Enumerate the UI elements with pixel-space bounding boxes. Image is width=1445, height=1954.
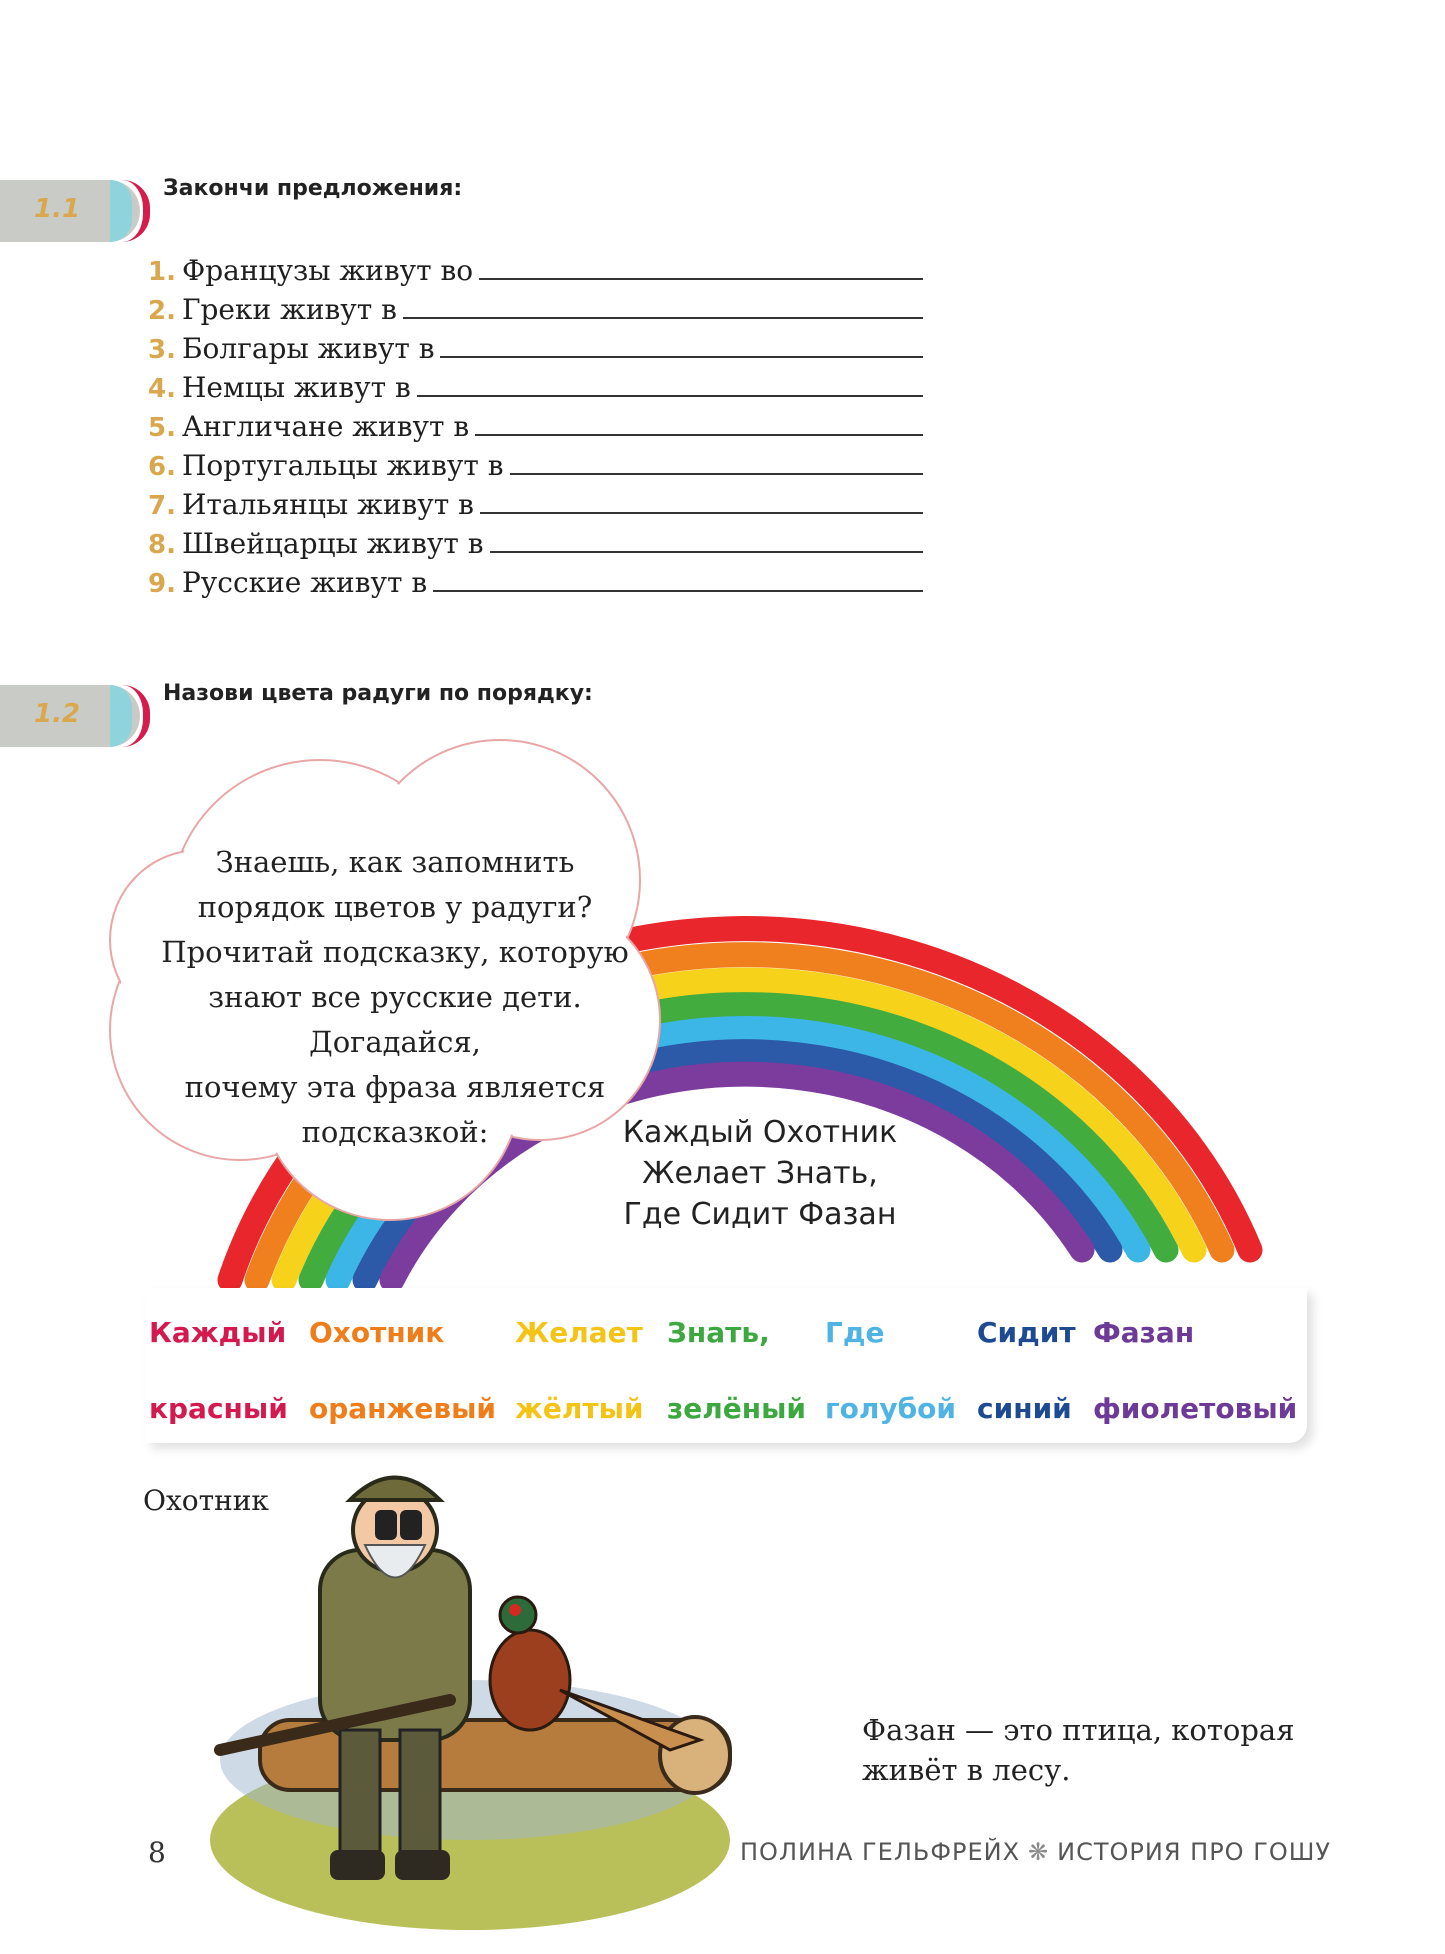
hunter-illustration <box>200 1460 740 1930</box>
pheasant-caption <box>862 1710 1295 1790</box>
mnemonic-word: Фазан <box>1093 1316 1195 1349</box>
color-name: оранжевый <box>309 1392 497 1425</box>
cloud-line: знают все русские дети. Догадайся, <box>208 980 582 1059</box>
exercise-number: 7. <box>148 491 176 521</box>
mnemonic-word: Где <box>825 1316 885 1349</box>
mnemonic-word: Сидит <box>977 1316 1076 1349</box>
cloud-line: Прочитай подсказку, которую <box>161 935 629 969</box>
hunter-caption: Охотник <box>143 1484 269 1517</box>
exercise-number: 9. <box>148 569 176 599</box>
exercise-number: 8. <box>148 530 176 560</box>
exercise-text: Немцы живут в <box>181 371 411 404</box>
mnemonic-word: Каждый <box>149 1316 287 1349</box>
color-name: голубой <box>825 1392 957 1425</box>
cloud-line: почему эта фраза является <box>184 1070 606 1104</box>
exercise-text: Португальцы живут в <box>181 449 504 482</box>
author-name: ПОЛИНА ГЕЛЬФРЕЙХ <box>740 1838 1021 1866</box>
color-name: зелёный <box>667 1392 807 1425</box>
cloud-line: порядок цветов у радуги? <box>197 890 593 924</box>
color-name: фиолетовый <box>1093 1392 1298 1425</box>
exercise-text: Англичане живут в <box>181 410 470 443</box>
cloud-text <box>120 840 670 1155</box>
cloud-line: подсказкой: <box>301 1115 489 1149</box>
pheasant-body <box>490 1630 570 1730</box>
exercise-number: 4. <box>148 374 176 404</box>
mnemonic-word: Охотник <box>309 1316 445 1349</box>
exercise-text: Швейцарцы живут в <box>181 527 484 560</box>
exercise-text: Болгары живут в <box>181 332 435 365</box>
binoculars-icon <box>375 1510 397 1540</box>
section-number: 1.2 <box>34 699 81 729</box>
hunter-hat <box>350 1478 440 1501</box>
exercise-text: Итальянцы живут в <box>181 488 474 521</box>
mnemonic-hint <box>560 1112 960 1235</box>
exercise-number: 6. <box>148 452 176 482</box>
mnemonic-word: Желает <box>515 1316 643 1349</box>
exercise-text: Русские живут в <box>181 566 428 599</box>
pheasant-caption-line: живёт в лесу. <box>862 1753 1071 1787</box>
page-number: 8 <box>148 1836 166 1869</box>
section-2-title: Назови цвета радуги по порядку: <box>163 681 593 706</box>
hint-line: Где Сидит Фазан <box>623 1197 897 1232</box>
exercise-number: 3. <box>148 335 176 365</box>
cloud-line: Знаешь, как запомнить <box>215 845 575 879</box>
book-footer <box>740 1838 1331 1866</box>
section-number: 1.1 <box>34 194 81 224</box>
boot <box>330 1850 385 1880</box>
hint-line: Желает Знать, <box>642 1156 878 1191</box>
color-name: красный <box>149 1392 288 1425</box>
exercise-number: 2. <box>148 296 176 326</box>
book-title: ИСТОРИЯ ПРО ГОШУ <box>1057 1838 1332 1866</box>
color-table <box>145 1288 1307 1443</box>
flower-icon: ❋ <box>1028 1838 1050 1866</box>
mnemonic-word: Знать, <box>667 1316 770 1349</box>
pheasant-caption-line: Фазан — это птица, которая <box>862 1713 1295 1747</box>
exercise-text: Греки живут в <box>181 293 397 326</box>
exercise-text: Французы живут во <box>181 254 474 287</box>
hint-line: Каждый Охотник <box>622 1115 898 1150</box>
color-name: синий <box>977 1392 1072 1425</box>
color-name: жёлтый <box>515 1392 644 1425</box>
exercise-number: 1. <box>148 257 176 287</box>
section-1-title: Закончи предложения: <box>163 176 463 201</box>
exercise-number: 5. <box>148 413 176 443</box>
